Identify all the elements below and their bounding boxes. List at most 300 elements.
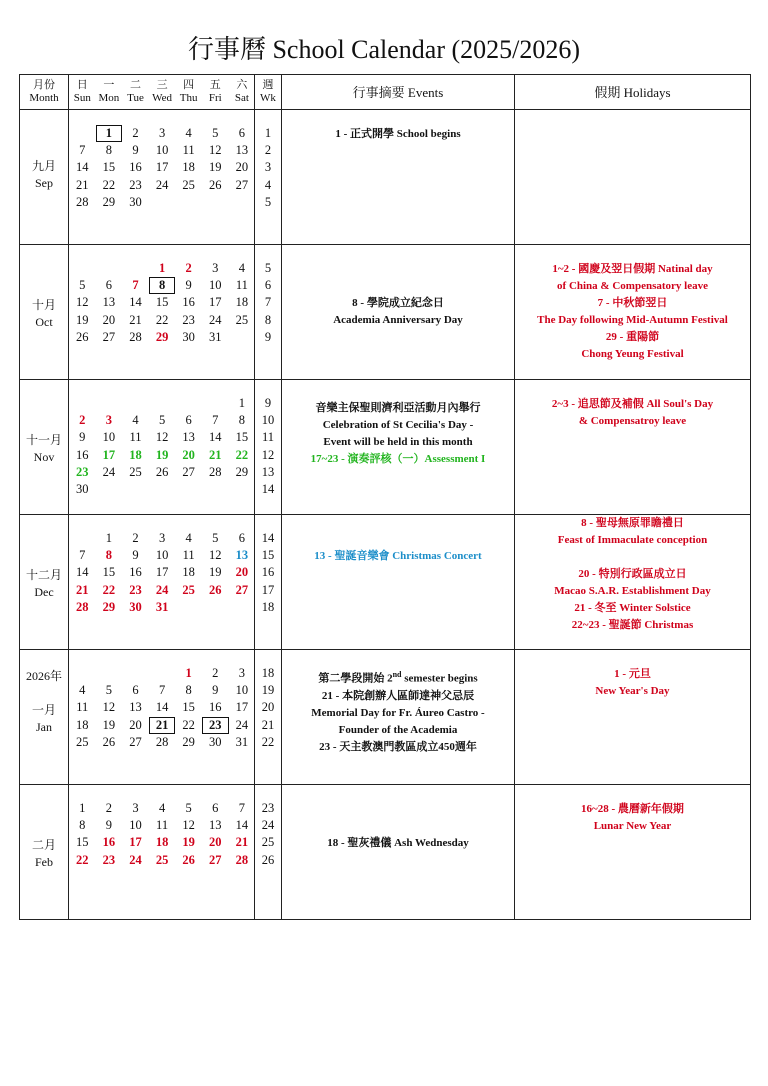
month-label xyxy=(20,837,68,871)
holiday-line: 2~3 - 追思節及補假 All Soul's Day xyxy=(551,398,714,410)
day-number: 19 xyxy=(209,160,222,175)
days-cell xyxy=(69,245,255,380)
day-number: 5 xyxy=(158,413,166,428)
day-number: 21 xyxy=(235,835,249,850)
day-empty xyxy=(96,665,123,682)
day-number: 22 xyxy=(155,312,169,327)
event-line: Celebration of St Cecilia's Day - xyxy=(322,419,474,431)
day-number: 19 xyxy=(209,565,222,580)
month-name-en: Dec xyxy=(34,585,54,599)
day-header-en: Sun xyxy=(73,92,91,104)
day-number: 11 xyxy=(129,430,142,445)
day-number: 11 xyxy=(182,143,195,158)
day-number: 22 xyxy=(182,717,195,732)
week-cell xyxy=(255,785,282,920)
day-empty xyxy=(122,481,149,498)
day-number: 10 xyxy=(155,143,169,158)
holidays-list xyxy=(515,515,750,634)
day-number: 4 xyxy=(185,531,192,545)
day-number: 7 xyxy=(79,548,86,563)
day-number: 7 xyxy=(79,143,86,158)
day-number: 6 xyxy=(185,413,192,428)
month-label xyxy=(20,432,68,466)
month-cell xyxy=(20,245,69,380)
day-number: 15 xyxy=(155,295,169,310)
day-number: 6 xyxy=(132,683,139,698)
day-header-zh: 三 xyxy=(156,79,168,91)
holidays-list xyxy=(515,261,750,363)
day-empty xyxy=(229,329,256,346)
day-header-en: Mon xyxy=(98,92,120,104)
month-name-en: Feb xyxy=(35,855,53,869)
day-number: 18 xyxy=(155,835,169,850)
day-number: 7 xyxy=(238,801,245,815)
day-number: 1 xyxy=(96,125,123,142)
month-cell xyxy=(20,110,69,245)
day-number: 5 xyxy=(212,531,219,545)
days-grid xyxy=(69,125,254,211)
day-number: 17 xyxy=(155,565,169,580)
day-number: 27 xyxy=(102,329,116,344)
event-line: 17~23 - 演奏評核（一）Assessment I xyxy=(310,453,486,465)
header-row xyxy=(20,75,751,110)
day-number: 23 xyxy=(129,582,142,597)
holidays-cell xyxy=(515,110,751,245)
day-number: 4 xyxy=(79,683,86,698)
day-number: 1 xyxy=(158,261,166,275)
holiday-line: 1~2 - 國慶及翌日假期 Natinal day xyxy=(552,263,713,275)
month-row xyxy=(20,515,751,650)
month-row xyxy=(20,245,751,380)
day-empty xyxy=(69,530,96,547)
event-line: 1 - 正式開學 School begins xyxy=(335,128,461,140)
day-number: 23 xyxy=(182,312,195,327)
day-header xyxy=(202,79,229,105)
day-number: 11 xyxy=(182,548,195,563)
day-number: 18 xyxy=(235,295,249,310)
day-header-zh: 一 xyxy=(103,79,115,91)
event-line: 13 - 聖誕音樂會 Christmas Concert xyxy=(314,550,482,562)
week-number: 23 xyxy=(261,801,275,815)
week-number: 21 xyxy=(261,717,275,732)
day-number: 19 xyxy=(76,312,89,327)
day-number: 1 xyxy=(185,666,192,680)
day-number: 27 xyxy=(182,464,195,479)
day-number: 6 xyxy=(238,126,245,140)
day-empty xyxy=(96,395,123,412)
week-number: 12 xyxy=(261,447,275,462)
holiday-line: New Year's Day xyxy=(595,685,670,697)
day-number: 26 xyxy=(76,329,89,344)
day-empty xyxy=(149,481,176,498)
week-number: 19 xyxy=(261,683,275,698)
day-number: 4 xyxy=(185,126,192,140)
day-number: 5 xyxy=(79,278,86,293)
day-empty xyxy=(149,194,176,211)
month-header-zh: 月份 xyxy=(33,79,55,91)
day-number: 3 xyxy=(238,666,245,680)
day-number: 26 xyxy=(209,177,222,192)
day-number: 4 xyxy=(238,261,245,275)
day-number: 1 xyxy=(105,531,113,545)
day-number: 3 xyxy=(212,261,219,275)
day-number: 12 xyxy=(102,700,116,715)
day-number: 13 xyxy=(209,818,222,833)
week-number: 11 xyxy=(261,430,275,445)
week-number: 9 xyxy=(264,396,272,410)
day-number: 10 xyxy=(155,548,169,563)
day-number: 15 xyxy=(182,700,195,715)
day-number: 10 xyxy=(209,278,222,293)
days-grid xyxy=(69,395,254,498)
holiday-line: The Day following Mid-Autumn Festival xyxy=(537,314,728,326)
day-number: 19 xyxy=(182,835,195,850)
day-number: 18 xyxy=(182,160,195,175)
days-grid xyxy=(69,665,254,751)
day-number: 28 xyxy=(235,852,249,867)
month-cell xyxy=(20,380,69,515)
week-number: 5 xyxy=(264,261,272,275)
holidays-cell xyxy=(515,245,751,380)
day-number: 30 xyxy=(129,194,142,209)
day-number: 2 xyxy=(132,531,139,545)
day-empty xyxy=(202,194,229,211)
week-cell xyxy=(255,110,282,245)
day-header-zh: 四 xyxy=(183,79,195,91)
week-number: 3 xyxy=(264,160,272,175)
day-number: 25 xyxy=(235,312,249,327)
week-number: 24 xyxy=(261,818,275,833)
week-number: 14 xyxy=(261,531,275,545)
day-number: 30 xyxy=(209,734,222,749)
day-number: 31 xyxy=(209,329,222,344)
day-empty xyxy=(122,260,149,277)
superscript: nd xyxy=(392,670,402,679)
day-number: 16 xyxy=(129,565,142,580)
events-list xyxy=(282,295,514,329)
month-name-en: Nov xyxy=(33,450,55,464)
day-header-zh: 日 xyxy=(76,79,88,91)
day-number: 21 xyxy=(209,447,222,462)
events-list xyxy=(282,548,514,565)
day-number: 21 xyxy=(149,717,176,734)
day-empty xyxy=(122,665,149,682)
week-number: 1 xyxy=(264,126,272,140)
day-number: 25 xyxy=(182,177,195,192)
week-header-en: Wk xyxy=(260,92,276,104)
days-cell xyxy=(69,515,255,650)
day-number: 27 xyxy=(235,177,249,192)
holiday-line: Feast of Immaculate conception xyxy=(557,534,708,546)
holidays-cell xyxy=(515,380,751,515)
day-number: 26 xyxy=(102,734,116,749)
day-number: 24 xyxy=(235,717,249,732)
day-number: 23 xyxy=(202,717,229,734)
day-number: 20 xyxy=(102,312,116,327)
days-grid xyxy=(69,800,254,869)
day-number: 23 xyxy=(76,464,89,479)
day-empty xyxy=(229,194,256,211)
day-number: 18 xyxy=(182,565,195,580)
day-number: 8 xyxy=(149,277,176,294)
event-line: 18 - 聖灰禮儀 Ash Wednesday xyxy=(327,837,469,849)
day-number: 24 xyxy=(155,582,169,597)
event-line: 23 - 天主教澳門教區成立450週年 xyxy=(319,740,477,753)
days-grid xyxy=(69,530,254,616)
day-number: 11 xyxy=(235,278,248,293)
holiday-line: 21 - 冬至 Winter Solstice xyxy=(574,602,691,614)
event-line: Academia Anniversary Day xyxy=(333,314,463,326)
week-number: 8 xyxy=(264,312,272,327)
day-number: 9 xyxy=(132,548,139,563)
day-number: 24 xyxy=(129,852,142,867)
month-name-zh: 十月 xyxy=(31,298,56,312)
day-number: 25 xyxy=(129,464,142,479)
day-number: 3 xyxy=(158,531,166,545)
day-number: 7 xyxy=(132,278,139,293)
week-number: 18 xyxy=(261,666,275,680)
day-number: 1 xyxy=(79,801,86,815)
week-number: 16 xyxy=(261,565,275,580)
event-line: Founder of the Academia xyxy=(338,723,458,736)
day-number: 2 xyxy=(105,801,113,815)
week-cell xyxy=(255,380,282,515)
day-header xyxy=(69,79,96,105)
day-number: 31 xyxy=(235,734,249,749)
day-number: 21 xyxy=(76,582,89,597)
day-number: 30 xyxy=(129,599,142,614)
day-number: 22 xyxy=(102,177,116,192)
days-cell xyxy=(69,785,255,920)
day-empty xyxy=(175,481,202,498)
page-title: 行事曆 School Calendar (2025/2026) xyxy=(187,35,581,64)
day-number: 30 xyxy=(182,329,195,344)
week-number: 17 xyxy=(261,582,275,597)
event-line: 21 - 本院創辦人區師達神父忌辰 xyxy=(321,689,475,702)
day-empty xyxy=(69,395,96,412)
day-empty xyxy=(175,395,202,412)
day-number: 8 xyxy=(238,413,245,428)
event-line: Memorial Day for Fr. Áureo Castro - xyxy=(311,706,485,719)
day-number: 8 xyxy=(105,548,113,563)
week-cell xyxy=(255,515,282,650)
holiday-line: Lunar New Year xyxy=(593,820,672,832)
day-number: 17 xyxy=(209,295,222,310)
day-number: 14 xyxy=(76,565,89,580)
day-number: 11 xyxy=(76,700,89,715)
day-number: 7 xyxy=(158,683,166,698)
day-empty xyxy=(69,260,96,277)
day-number: 16 xyxy=(102,835,116,850)
holidays-list xyxy=(515,396,750,430)
week-list xyxy=(255,530,281,616)
week-number: 20 xyxy=(261,700,275,715)
day-number: 13 xyxy=(129,700,142,715)
month-header xyxy=(20,75,69,110)
week-number: 25 xyxy=(261,835,275,850)
day-number: 5 xyxy=(185,801,192,815)
day-number: 4 xyxy=(132,413,139,428)
day-number: 29 xyxy=(102,194,116,209)
day-number: 2 xyxy=(212,666,219,680)
day-number: 29 xyxy=(182,734,195,749)
day-number: 3 xyxy=(132,801,139,815)
month-name-zh: 二月 xyxy=(31,838,56,852)
holidays-cell xyxy=(515,515,751,650)
day-number: 2 xyxy=(185,261,192,275)
day-number: 20 xyxy=(235,565,249,580)
day-header xyxy=(96,79,123,105)
week-header-zh: 週 xyxy=(262,79,274,91)
day-number: 26 xyxy=(209,582,222,597)
day-header xyxy=(149,79,176,105)
month-header-en: Month xyxy=(29,92,59,104)
day-number: 16 xyxy=(209,700,222,715)
day-number: 9 xyxy=(105,818,113,833)
week-list xyxy=(255,800,281,869)
day-number: 21 xyxy=(129,312,142,327)
day-number: 28 xyxy=(76,599,89,614)
day-number: 8 xyxy=(185,683,192,698)
day-header-zh: 二 xyxy=(129,79,141,91)
holiday-line: 20 - 特別行政區成立日 xyxy=(578,568,687,580)
month-row xyxy=(20,650,751,785)
day-number: 15 xyxy=(235,430,249,445)
day-empty xyxy=(69,125,96,142)
day-number: 9 xyxy=(132,143,139,158)
month-name-en: Sep xyxy=(35,176,53,190)
month-cell xyxy=(20,515,69,650)
day-number: 15 xyxy=(102,160,116,175)
day-number: 28 xyxy=(76,194,89,209)
holiday-line: 8 - 聖母無原罪瞻禮日 xyxy=(581,517,684,529)
day-number: 4 xyxy=(158,801,166,815)
day-empty xyxy=(202,481,229,498)
day-number: 7 xyxy=(212,413,219,428)
month-label xyxy=(20,297,68,331)
day-number: 12 xyxy=(155,430,169,445)
day-number: 20 xyxy=(129,717,142,732)
day-number: 16 xyxy=(182,295,195,310)
month-row xyxy=(20,380,751,515)
month-cell xyxy=(20,785,69,920)
day-number: 27 xyxy=(235,582,249,597)
day-number: 14 xyxy=(209,430,222,445)
day-number: 28 xyxy=(155,734,169,749)
day-header xyxy=(122,79,149,105)
events-cell xyxy=(282,245,515,380)
days-cell xyxy=(69,650,255,785)
day-number: 15 xyxy=(102,565,116,580)
day-number: 18 xyxy=(76,717,89,732)
day-number: 13 xyxy=(102,295,116,310)
day-number: 5 xyxy=(105,683,113,698)
day-number: 14 xyxy=(129,295,142,310)
day-number: 19 xyxy=(155,447,169,462)
day-number: 27 xyxy=(209,852,222,867)
week-number: 7 xyxy=(264,295,272,310)
day-header-en: Wed xyxy=(152,92,173,104)
day-header-zh: 六 xyxy=(236,79,248,91)
day-number: 25 xyxy=(155,852,169,867)
day-number: 30 xyxy=(76,481,89,496)
day-number: 25 xyxy=(182,582,195,597)
holidays-header: 假期 Holidays xyxy=(515,75,751,110)
day-header xyxy=(175,79,202,105)
month-row xyxy=(20,785,751,920)
day-number: 8 xyxy=(105,143,113,158)
holiday-line: Macao S.A.R. Establishment Day xyxy=(554,585,711,597)
day-number: 17 xyxy=(129,835,142,850)
event-line: 8 - 學院成立紀念日 xyxy=(352,297,444,309)
day-number: 2 xyxy=(79,413,86,428)
day-empty xyxy=(96,260,123,277)
week-number: 5 xyxy=(264,194,272,209)
days-header xyxy=(69,75,255,110)
month-label xyxy=(20,158,68,192)
day-number: 19 xyxy=(102,717,116,732)
year-label: 2026年 xyxy=(25,669,62,683)
day-number: 24 xyxy=(102,464,116,479)
month-name-zh: 一月 xyxy=(31,703,56,717)
event-line: 音樂主保聖則濟利亞活動月內舉行 xyxy=(315,402,481,414)
day-number: 17 xyxy=(235,700,249,715)
week-list xyxy=(255,395,281,498)
day-number: 13 xyxy=(235,548,249,563)
events-cell xyxy=(282,515,515,650)
week-number: 2 xyxy=(264,143,272,158)
day-number: 28 xyxy=(209,464,222,479)
day-empty xyxy=(96,481,123,498)
day-empty xyxy=(229,599,256,616)
day-number: 25 xyxy=(76,734,89,749)
week-number: 18 xyxy=(261,599,275,614)
events-cell xyxy=(282,785,515,920)
week-number: 14 xyxy=(261,481,275,496)
month-name-zh: 十二月 xyxy=(25,568,62,582)
day-number: 13 xyxy=(235,143,249,158)
day-number: 23 xyxy=(129,177,142,192)
day-number: 16 xyxy=(76,447,89,462)
day-number: 9 xyxy=(185,278,192,293)
week-list xyxy=(255,665,281,751)
day-number: 5 xyxy=(212,126,219,140)
holiday-line: Chong Yeung Festival xyxy=(581,348,684,360)
day-empty xyxy=(175,599,202,616)
day-empty xyxy=(202,599,229,616)
holiday-line: of China & Compensatory leave xyxy=(557,280,708,292)
month-name-en: Jan xyxy=(36,720,52,734)
events-cell xyxy=(282,380,515,515)
event-line: 第二學段開始 2nd semester begins xyxy=(318,670,478,685)
holiday-line: 16~28 - 農曆新年假期 xyxy=(581,803,684,815)
day-number: 23 xyxy=(102,852,116,867)
week-list xyxy=(255,125,281,211)
day-number: 6 xyxy=(238,531,245,545)
day-number: 2 xyxy=(132,126,139,140)
day-header xyxy=(229,79,256,105)
day-number: 21 xyxy=(76,177,89,192)
month-name-zh: 九月 xyxy=(31,159,56,173)
day-header-en: Fri xyxy=(208,92,222,104)
holidays-list xyxy=(515,666,750,700)
holidays-cell xyxy=(515,650,751,785)
day-number: 9 xyxy=(79,430,86,445)
day-number: 26 xyxy=(182,852,195,867)
week-cell xyxy=(255,245,282,380)
days-cell xyxy=(69,380,255,515)
day-number: 18 xyxy=(129,447,142,462)
